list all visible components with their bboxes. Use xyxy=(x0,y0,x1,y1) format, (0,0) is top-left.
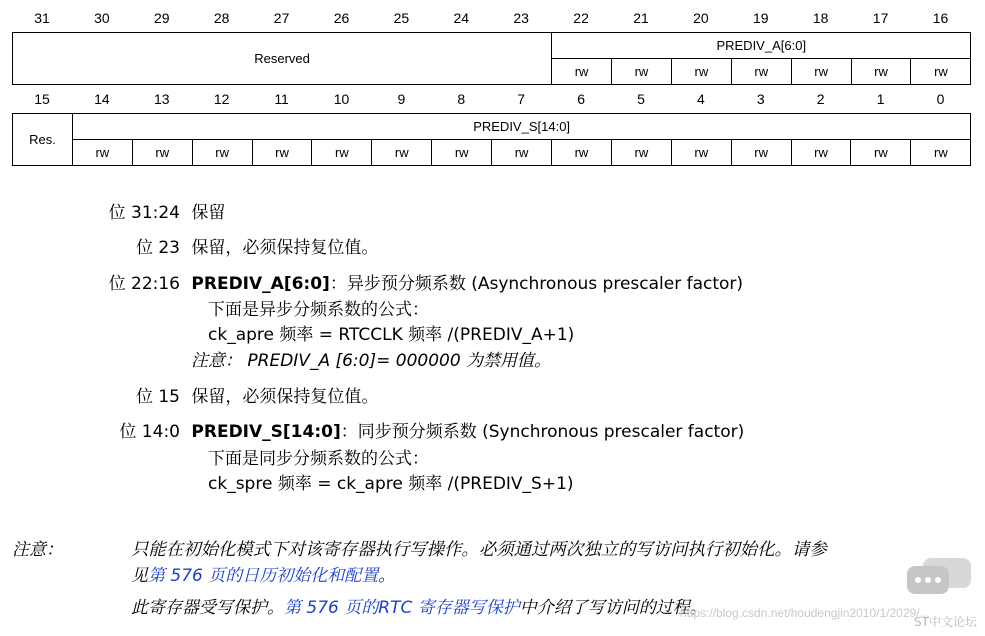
field-name: PREDIV_A[6:0] xyxy=(191,274,330,294)
access-cell: rw xyxy=(252,140,312,166)
access-cell: rw xyxy=(911,59,971,85)
bit-text: 保留，必须保持复位值。 xyxy=(191,387,379,407)
bit-number: 20 xyxy=(693,10,709,26)
access-cell: rw xyxy=(851,140,911,166)
bit-number: 3 xyxy=(756,91,765,107)
field-title: ：异步预分频系数 (Asynchronous prescaler factor) xyxy=(329,274,744,294)
bit-number: 30 xyxy=(94,10,110,26)
bit-label: 位 14:0 xyxy=(119,422,180,442)
formula-intro: 下面是异步分频系数的公式： xyxy=(208,300,429,320)
bit-number: 29 xyxy=(154,10,170,26)
note-line-3-suffix: 中介绍了写访问的过程。 xyxy=(519,598,707,618)
note-line-3-prefix: 此寄存器受写保护。 xyxy=(131,598,284,618)
access-cell: rw xyxy=(132,140,192,166)
note-line-2-prefix: 见 xyxy=(131,566,148,586)
access-cell: rw xyxy=(492,140,552,166)
chat-bubble-icon xyxy=(905,556,977,600)
bit-number: 8 xyxy=(457,91,466,107)
access-cell: rw xyxy=(671,59,731,85)
bit-number: 0 xyxy=(936,91,945,107)
bit-number: 22 xyxy=(573,10,589,26)
bit-number: 24 xyxy=(453,10,470,26)
formula: ck_spre 频率 = ck_apre 频率 /(PREDIV_S+1) xyxy=(208,474,574,494)
bit-label: 位 15 xyxy=(135,387,180,407)
bit-number: 26 xyxy=(333,10,350,26)
bit-number: 6 xyxy=(577,91,585,107)
formula-intro: 下面是同步分频系数的公式： xyxy=(208,449,429,469)
bit-text: 保留，必须保持复位值。 xyxy=(191,238,379,258)
bit-number: 9 xyxy=(397,91,406,107)
desc-bit-23 xyxy=(100,236,378,260)
prediv-a-note: 注意： PREDIV_A [6:0]= 000000 为禁用值。 xyxy=(191,351,552,371)
bit-number: 7 xyxy=(517,91,526,107)
bit-label: 位 31:24 xyxy=(108,203,180,223)
access-cell: rw xyxy=(731,140,791,166)
bit-number: 21 xyxy=(633,10,649,26)
desc-bits-22-16 xyxy=(100,272,743,296)
access-cell: rw xyxy=(552,140,612,166)
watermark-url: https://blog.csdn.net/houdengjin2010/1/2029/... xyxy=(680,606,930,620)
calendar-init-link[interactable]: 第 576 页的日历初始化和配置 xyxy=(148,566,379,586)
access-cell: rw xyxy=(432,140,492,166)
bit-number: 12 xyxy=(213,91,230,107)
note-line-2-suffix: 。 xyxy=(378,566,396,586)
bit-number: 15 xyxy=(34,91,50,107)
register-upper-table xyxy=(12,32,971,85)
bit-number: 23 xyxy=(513,10,529,26)
access-cell: rw xyxy=(72,140,132,166)
note-line-1: 只能在初始化模式下对该寄存器执行写操作。必须通过两次独立的写访问执行初始化。请参 xyxy=(131,540,827,560)
note-line-2 xyxy=(131,564,395,588)
bit-number: 4 xyxy=(696,91,705,107)
res-field: Res. xyxy=(13,114,73,166)
note-label: 注意： xyxy=(12,540,63,560)
register-lower-table xyxy=(12,113,971,166)
field-title: ：同步预分频系数 (Synchronous prescaler factor) xyxy=(340,422,745,442)
access-cell: rw xyxy=(791,140,851,166)
bit-label: 位 23 xyxy=(135,238,180,258)
watermark-brand: ST中文论坛 xyxy=(914,615,977,629)
bit-label: 位 22:16 xyxy=(108,274,180,294)
access-cell: rw xyxy=(192,140,252,166)
access-cell: rw xyxy=(791,59,851,85)
bit-number: 1 xyxy=(876,91,885,107)
bit-number: 17 xyxy=(872,10,889,26)
access-cell: rw xyxy=(372,140,432,166)
reserved-field: Reserved xyxy=(13,33,552,85)
bit-number: 13 xyxy=(154,91,170,107)
access-cell: rw xyxy=(312,140,372,166)
bit-number: 10 xyxy=(333,91,350,107)
access-cell: rw xyxy=(851,59,911,85)
bit-number: 25 xyxy=(393,10,410,26)
access-cell: rw xyxy=(611,140,671,166)
write-protection-link[interactable]: 第 576 页的RTC 寄存器写保护 xyxy=(284,598,520,618)
prediv-s-field: PREDIV_S[14:0] xyxy=(72,114,970,140)
prediv-a-field: PREDIV_A[6:0] xyxy=(552,33,971,59)
bit-text: 保留 xyxy=(191,203,226,223)
access-cell: rw xyxy=(612,59,672,85)
bit-number: 27 xyxy=(273,10,290,26)
desc-bits-31-24 xyxy=(100,201,225,225)
bit-number: 31 xyxy=(34,10,50,26)
bit-number: 19 xyxy=(753,10,769,26)
access-cell: rw xyxy=(671,140,731,166)
bit-number: 11 xyxy=(274,91,289,107)
desc-bit-15 xyxy=(100,385,378,409)
bit-number: 2 xyxy=(816,91,825,107)
bit-number: 28 xyxy=(213,10,230,26)
bit-number: 5 xyxy=(637,91,645,107)
access-cell: rw xyxy=(731,59,791,85)
bit-number: 18 xyxy=(812,10,829,26)
bit-number: 16 xyxy=(932,10,949,26)
access-cell: rw xyxy=(552,59,612,85)
access-cell: rw xyxy=(911,140,971,166)
note-line-3 xyxy=(131,596,707,620)
formula: ck_apre 频率 = RTCCLK 频率 /(PREDIV_A+1) xyxy=(208,325,575,345)
field-name: PREDIV_S[14:0] xyxy=(191,422,341,442)
bit-number: 14 xyxy=(94,91,110,107)
desc-bits-14-0 xyxy=(100,420,744,444)
